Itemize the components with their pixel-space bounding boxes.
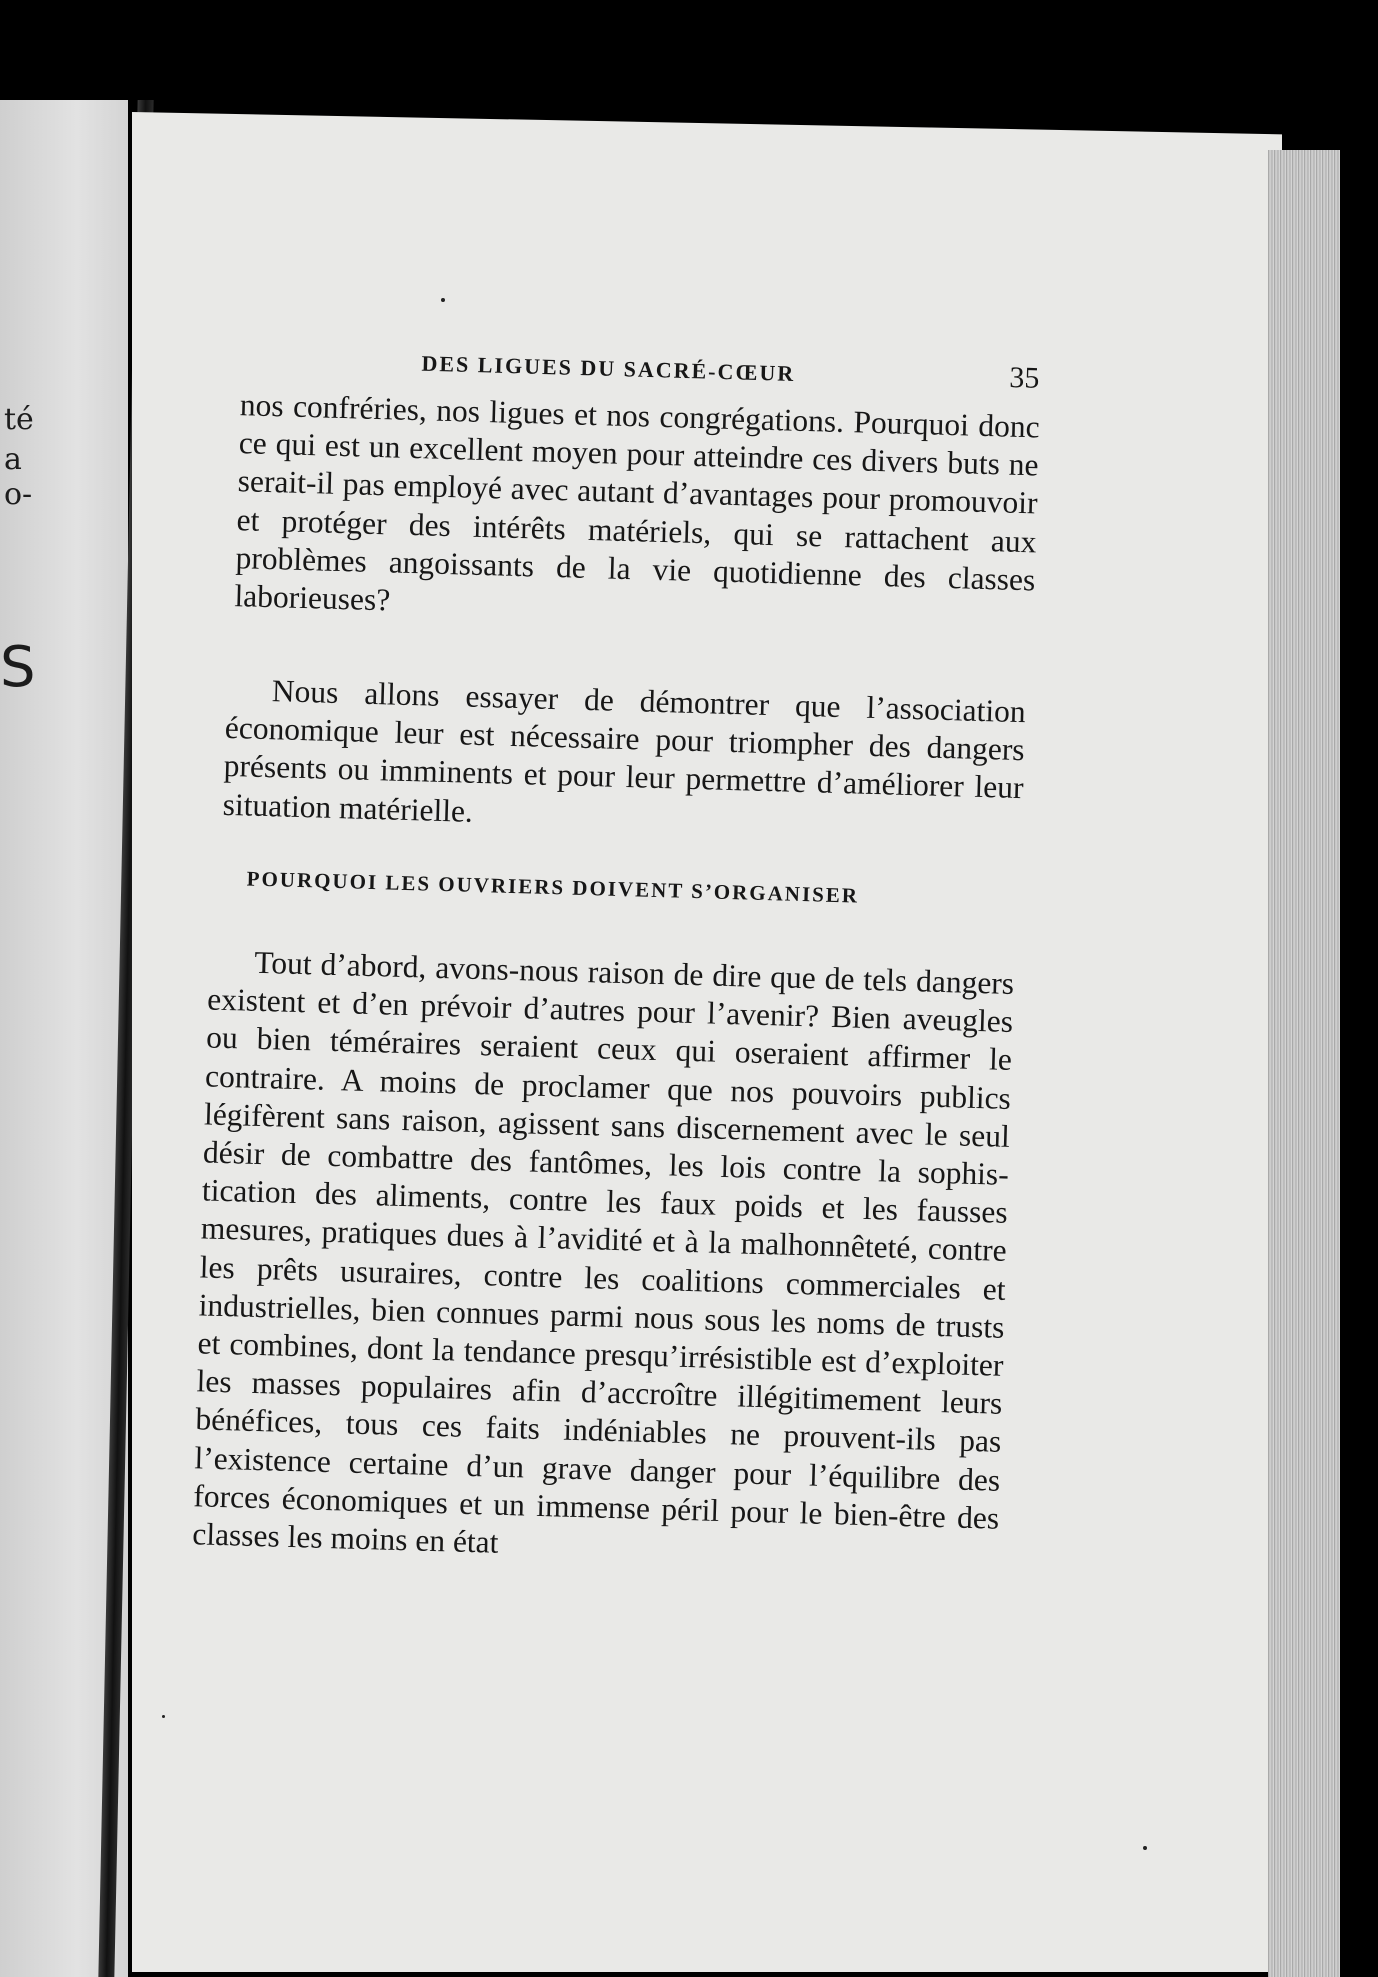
page-edges — [1268, 150, 1340, 1977]
left-page-text-fragment: té — [4, 402, 34, 437]
left-page-text-fragment: S — [0, 635, 36, 700]
running-title: DES LIGUES DU SACRÉ-CŒUR — [421, 350, 796, 387]
page-number: 35 — [1008, 361, 1040, 395]
section-heading: POURQUOI LES OUVRIERS DOIVENT S’ORGANISER — [246, 866, 860, 908]
paragraph: Nous allons essayer de démontrer que l’association économique leur est nécessaire pour triompher des dangers présents ou imminents et pour leur permettre d’améliorer leur situation matérielle. — [222, 673, 1027, 829]
left-page-text-fragment: o- — [4, 477, 33, 512]
scan-speck — [1143, 1846, 1147, 1850]
paragraph: nos confréries, nos ligues et nos congrégations. Pourquoi donc ce qui est un excellent moyen pour atteindre ces divers buts ne serait-il pas employé avec autant d’avantages pour promouvoir et protéger des intérêts matériels, qui se rattachent aux problèmes angoissants de la vie quotidienne des classes laborieuses? — [234, 387, 1041, 618]
paragraph: Tout d’abord, avons-nous raison de dire que de tels dangers existent et d’en prévoir d’autres pour l’avenir? Bien aveugles ou bien téméraires seraient ceux qui oseraient affirmer le contraire. A moins de proclamer que nos pouvoirs publics légifèrent sans raison, agissent sans discernement avec le seul désir de combattre des fantômes, les lois contre la sophistication des aliments, contre les faux poids et les fausses mesures, pratiques dues à l’avidité et à la malhonnêteté, contre les prêts usuraires, contre les coalitions commerciales et industrielles, bien connues parmi nous sous les noms de trusts et combines, dont la tendance presqu’irrésistible est d’exploiter les masses populaires afin d’accroître illégitimement leurs bénéfices, tous ces faits indéniables ne prouvent-ils pas l’existence certaine d’un grave danger pour l’équilibre des forces économiques et un immense péril pour le bien-être des classes les moins en état — [191, 944, 1015, 1560]
left-page-text-fragment: a — [4, 442, 22, 477]
scan-speck — [162, 1715, 165, 1718]
scan-speck — [441, 298, 445, 302]
